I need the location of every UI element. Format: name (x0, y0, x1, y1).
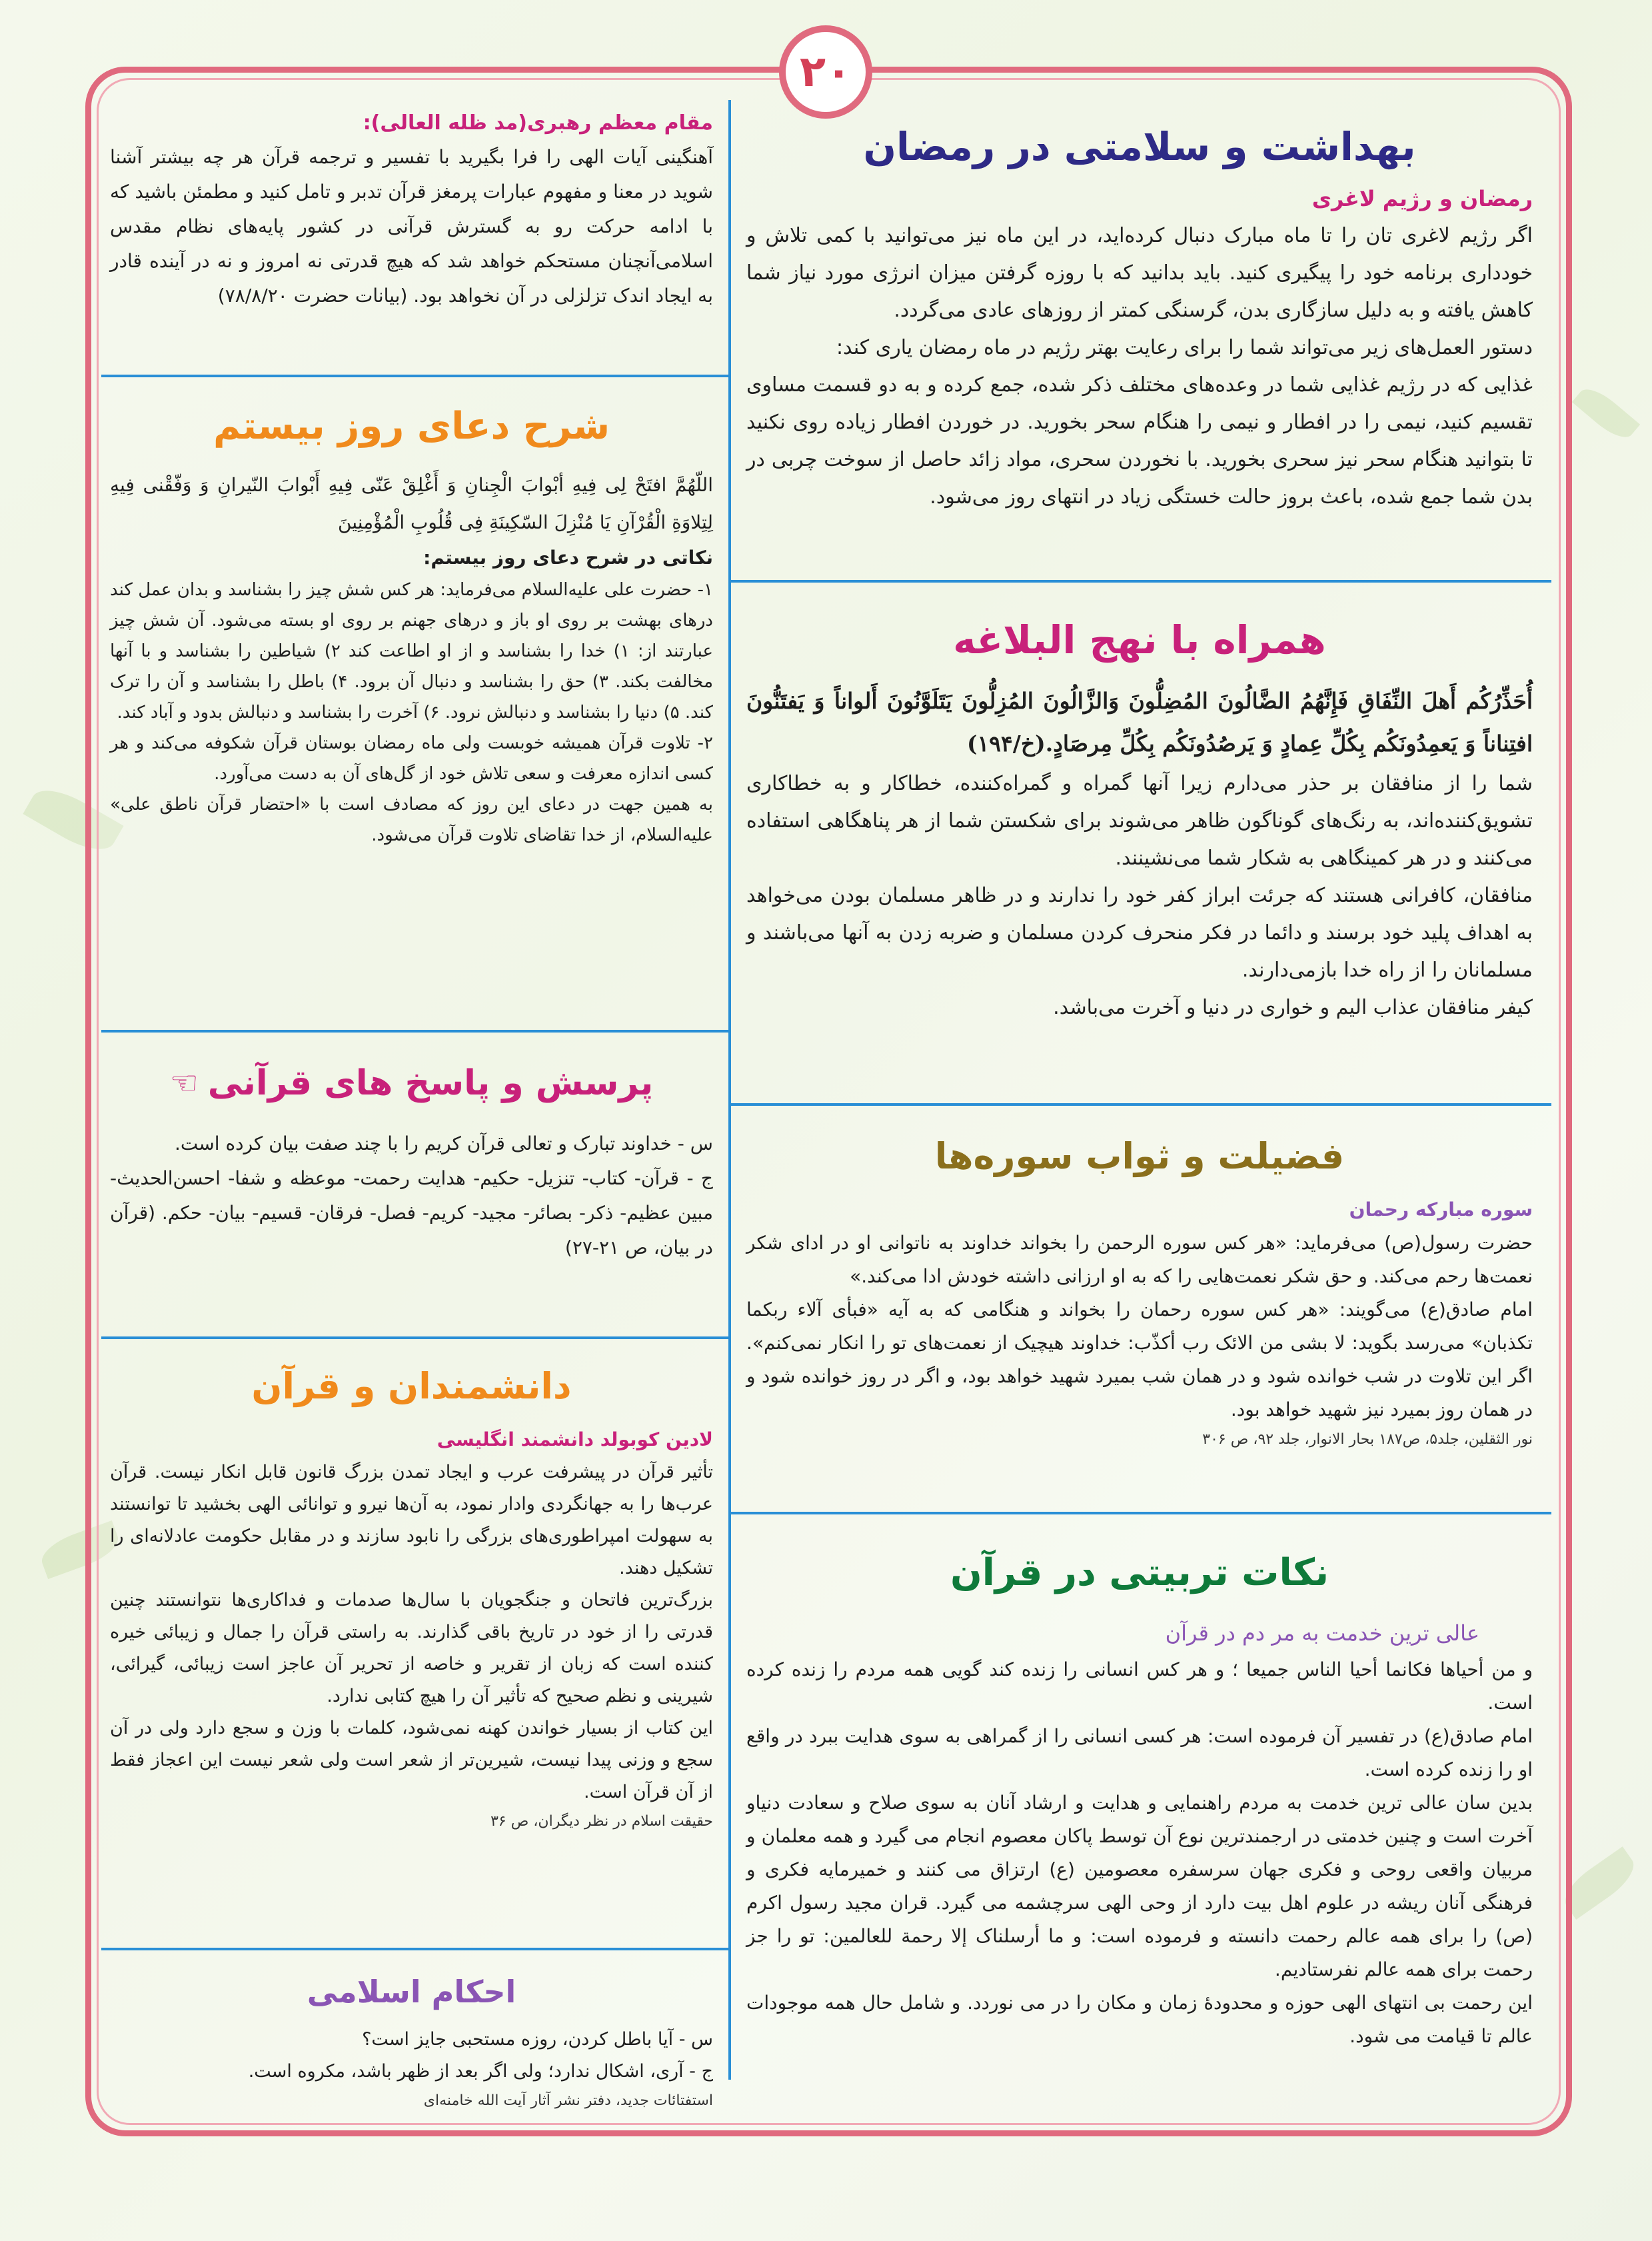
section-divider (101, 1336, 728, 1339)
leader-paragraph: آهنگینی آیات الهی را فرا بگیرید با تفسیر و ترجمه قرآن هر چه بیشتر آشنا شوید در معنا و مفهوم عبارات پرمغز قرآن تدبر و تامل کنید و مطمئن باشید که با ادامه حرکت رو به گسترش قرآنی در کشور پایه‌های نظام مقدس اسلامی‌آنچنان مستحکم خواهد شد که هیچ قدرتی نه امروز و نه در آینده قادر به ایجاد اندک تزلزلی در آن نخواهد بود. (بیانات حضرت ۷۸/۸/۲۰) (110, 146, 713, 307)
surah-title: فضیلت و ثواب سوره‌ها (934, 1135, 1345, 1177)
section-divider (731, 1103, 1551, 1106)
health-paragraph: دستور العمل‌های زیر می‌تواند شما را برای رعایت بهتر رژیم در ماه رمضان یاری کند: (836, 336, 1533, 359)
education-paragraph: این رحمت بی انتهای الهی حوزه و محدودهٔ زمان و مکان را در می نوردد. و شامل حال همه موجودات عالم تا قیامت می شود. (746, 1992, 1533, 2047)
scholars-reference: حقیقت اسلام در نظر دیگران، ص ۳۶ (490, 1813, 713, 1830)
leader-subtitle: مقام معظم رهبری(مد ظله العالی): (363, 111, 713, 135)
education-paragraph: و من أحیاها فکانما أحیا الناس جمیعا ؛ و هر کس انسانی را زنده کند گویی همه مردم را زنده کرده است. (746, 1658, 1533, 1714)
scholars-paragraph: بزرگ‌ترین فاتحان و جنگجویان با سال‌ها صدمات و فداکاری‌ها نتوانستند چنین قدرتی را از خود در تاریخ باقی گذارند. به راستی قرآن را جمال و زیبائی خیره کننده است که زبان از تقریر و خاصه از تحریر آن عاجز است زیبائی، گیرائی، شیرینی و نظم صحیح که تأثیر آن را هیچ کتابی ندارد. (110, 1590, 713, 1706)
surah-section (746, 1120, 1533, 1453)
page-number-badge (779, 25, 872, 119)
qa-answer: ج - قرآن- کتاب- تنزیل- حکیم- هدایت رحمت- موعظه و شفا- احسن‌الحدیث- مبین عظیم- ذکر- بصائر- مجید- کریم- فصل- فرقان- قسیم- بیان- حکم. (قرآن در بیان، ص ۲۱-۲۷) (110, 1167, 713, 1258)
surah-subtitle: سوره مبارکه رحمان (1349, 1198, 1533, 1220)
surah-paragraph: حضرت رسول(ص) می‌فرماید: «هر کس سوره الرحمن را بخواند خداوند به ناتوانی او در ادای شکر نعمت‌ها رحم می‌کند. و حق شکر نعمت‌هایی را که به او ارزانی داشته خودش ادا می‌کند.» (746, 1232, 1533, 1287)
health-section (746, 113, 1533, 516)
scholars-subtitle: لادین کوبولد دانشمند انگلیسی (436, 1428, 713, 1450)
surah-reference: نور الثقلین، جلد۵، ص۱۸۷ بحار الانوار، جلد ۹۲، ص ۳۰۶ (1202, 1431, 1533, 1448)
background-leaf (1572, 382, 1640, 445)
section-divider (101, 1030, 728, 1033)
scholars-title: دانشمندان و قرآن (251, 1365, 572, 1407)
section-divider (101, 375, 728, 377)
dua-paragraph: ۲- تلاوت قرآن همیشه خوبست ولی ماه رمضان بوستان قرآن شکوفه می‌کند و هر کسی اندازه معرفت و سعی تلاش خود از گل‌های آن به دست می‌آورد. (110, 733, 713, 784)
leader-section (110, 107, 713, 313)
nahj-section (746, 600, 1533, 1027)
scholars-paragraph: این کتاب از بسیار خواندن کهنه نمی‌شود، کلمات با وزن و سجع دارد ولی در آن سجع و وزنی پیدا نیست، شیرین‌تر از شعر است ولی شعر نیست این اعجاز فقط از آن قرآن است. (110, 1718, 713, 1802)
education-paragraph: امام صادق(ع) در تفسیر آن فرموده است: هر کسی انسانی را از گمراهی به سوی هدایت ببرد در واقع او را زنده کرده است. (746, 1725, 1533, 1780)
qa-question: س - خداوند تبارک و تعالی قرآن کریم را با چند صفت بیان کرده است. (174, 1132, 713, 1154)
dua-title: شرح دعای روز بیستم (213, 405, 610, 448)
nahj-paragraph: منافقان، کافرانی هستند که جرئت ابراز کفر خود را ندارند و در ظاهر مسلمان بودن می‌خواهد به اهداف پلید خود برسند و دائما در فکر منحرف کردن مسلمان و ضربه زدن به آنها می‌باشند و مسلمانان را از راه خدا بازمی‌دارند. (746, 884, 1533, 982)
nahj-arabic-quote: أُحَذِّرُکُم أَهلَ النِّفَاقِ فَإِنَّهُمُ الضَّالُونَ المُضِلُّونَ وَالزَّالُونَ المُزِلُّونَ یَتَلَوَّنُونَ أَلواناً وَ یَفتَنُّونَ افتِناناً وَ یَعمِدُونَکُم بِکُلِّ عِمادٍ وَ یَرصُدُونَکُم بِکُلِّ مِرصَادٍ.(خ/۱۹۴) (746, 688, 1533, 757)
nahj-title: همراه با نهج البلاغه (953, 617, 1326, 663)
education-paragraph: بدین سان عالی ترین خدمت به مردم راهنمایی و هدایت و ارشاد آنان به سوی صلاح و سعادت دنیاو آخرت است و چنین خدمتی در ارجمندترین نوع آن توسط پاکان معصوم انجام می گیرد و همه معلمان و مربیان واقعی روحی و فکری جهان سرسفره معصومین (ع) ارتزاق می کنند و خمیرمایه فکری و فرهنگی آنان ریشه در علوم اهل بیت دارد از وحی الهی سرچشمه می گیرد. قران مجید رسول اکرم (ص) را برای همه عالم رحمت دانسته و فرموده است: و ما أرسلناک إلا رحمة للعالمین: تو را جز رحمت برای همه عالم نفرستادیم. (746, 1792, 1533, 1980)
dua-paragraph: به همین جهت در دعای این روز که مصادف است با «احتضار قرآن ناطق علی» علیه‌السلام، از خدا تقاضای تلاوت قرآن می‌شود. (110, 795, 713, 845)
ahkam-reference: استفتائات جدید، دفتر نشر آثار آیت الله خامنه‌ای (423, 2092, 713, 2109)
ahkam-title: احکام اسلامی (307, 1974, 516, 2010)
nahj-paragraph: شما را از منافقان بر حذر می‌دارم زیرا آنها گمراه و گمراه‌کننده، خطاکار و به خطاکاری تشویق‌کننده‌اند، به رنگ‌های گوناگون ظاهر می‌شوند برای شکستن شما از هر پناهگاهی استفاده می‌کنند و در هر کمینگاهی به شکار شما می‌نشینند. (746, 772, 1533, 870)
surah-paragraph: امام صادق(ع) می‌گویند: «هر کس سوره رحمان را بخواند و هنگامی که به آیه «فبأی آلاء ربکما تکذبان» می‌رسد بگوید: لا بشی من الائک رب أکذّب: خداوند هیچیک از نعمت‌های تو را انکار نمی‌کنم». اگر این تلاوت در شب خوانده شود و در همان شب بمیرد شهید خواهد بود، و اگر در روز خوانده شود و در همان روز بمیرد نیز شهید خواهد بود. (746, 1298, 1533, 1420)
ahkam-section (110, 1960, 713, 2114)
education-subtitle: عالی ترین خدمت به مر دم در قرآن (1165, 1620, 1479, 1646)
nahj-paragraph: کیفر منافقان عذاب الیم و خواری در دنیا و آخرت می‌باشد. (1053, 996, 1533, 1019)
dua-arabic-text: اللّهُمَّ افتَحْ لِی فِیهِ أبْوابَ الْجِنانِ وَ أَغْلِقْ عَنّی فِیهِ أَبْوابَ النّیرانِ وَ وَفّقْنی فِیهِ لِتِلاوَةِ الْقُرْآنِ یَا مُنْزِلَ السّکِینَةِ فِی قُلُوبِ الْمُؤْمِنِینَ (110, 474, 713, 533)
qa-section (110, 1040, 713, 1265)
dua-subtitle: نکاتی در شرح دعای روز بیستم: (423, 547, 713, 569)
pointing-hand-icon: ☜ (169, 1065, 199, 1102)
column-divider (728, 100, 731, 2080)
page-number: ۲۰ (799, 47, 852, 97)
qa-title: پرسش و پاسخ های قرآنی (207, 1063, 654, 1103)
scholars-paragraph: تأثیر قرآن در پیشرفت عرب و ایجاد تمدن بزرگ قانون قابل انکار نیست. قرآن عرب‌ها را به جهانگردی وادار نمود، به آن‌ها نیرو و توانائی الهی بخشید تا توانستند به سهولت امپراطوری‌های بزرگی را نابود سازند و در مقابل حکومت عادلانه‌ای را تشکیل دهند. (110, 1462, 713, 1578)
ahkam-answer: ج - آری، اشکال ندارد؛ ولی اگر بعد از ظهر باشد، مکروه است. (248, 2061, 713, 2082)
health-paragraph: غذایی که در رژیم غذایی شما در وعده‌های مختلف ذکر شده، جمع کرده و به دو قسمت مساوی تقسیم کنید، نیمی را در افطار و نیمی را هنگام سحر بخورید. در خوردن افطار زیاده روی نکنید تا بتوانید هنگام سحر نیز سحری بخورید. با نخوردن سحری، مواد زائد حاصل از سوخت چربی در بدن شما جمع شده، باعث بروز حالت خستگی زیاد در انتهای روز می‌شود. (746, 373, 1533, 509)
dua-paragraph: ۱- حضرت علی علیه‌السلام می‌فرماید: هر کس شش چیز را بشناسد و بدان عمل کند درهای بهشت بر روی او باز و درهای جهنم بر روی او بسته می‌شود. آن شش چیز عبارتند از: ۱) خدا را بشناسد و از او اطاعت کند ۲) شیاطین را بشناسد و با آنها مخالفت بکند. ۳) حق را بشناسد و دنبال آن برود. ۴) باطل را بشناسد و آن را ترک کند. ۵) دنیا را بشناسد و دنبالش نرود. ۶) آخرت را بشناسد و دنبالش بدود و آباد کند. (110, 580, 714, 723)
qa-title-row (110, 1040, 713, 1126)
section-divider (731, 1512, 1551, 1514)
health-paragraph: اگر رژیم لاغری تان را تا ماه مبارک دنبال کرده‌اید، در این ماه نیز می‌توانید با کمی تلاش و خودداری برنامه خود را پیگیری کنید. باید بدانید که با روزه گرفتن میزان انرژی مورد نیاز شما کاهش یافته و به دلیل سازگاری بدن، گرسنگی کمتر از روزهای عادی می‌گردد. (746, 224, 1533, 322)
education-title: نکات تربیتی در قرآن (950, 1551, 1329, 1594)
dua-section (110, 387, 713, 851)
scholars-section (110, 1350, 713, 1835)
section-divider (731, 580, 1551, 583)
ahkam-question: س - آیا باطل کردن، روزه مستحبی جایز است؟ (362, 2029, 713, 2050)
health-subtitle: رمضان و رژیم لاغری (1311, 186, 1533, 211)
health-title: بهداشت و سلامتی در رمضان (863, 124, 1416, 169)
education-section (746, 1533, 1533, 2053)
section-divider (101, 1948, 728, 1950)
